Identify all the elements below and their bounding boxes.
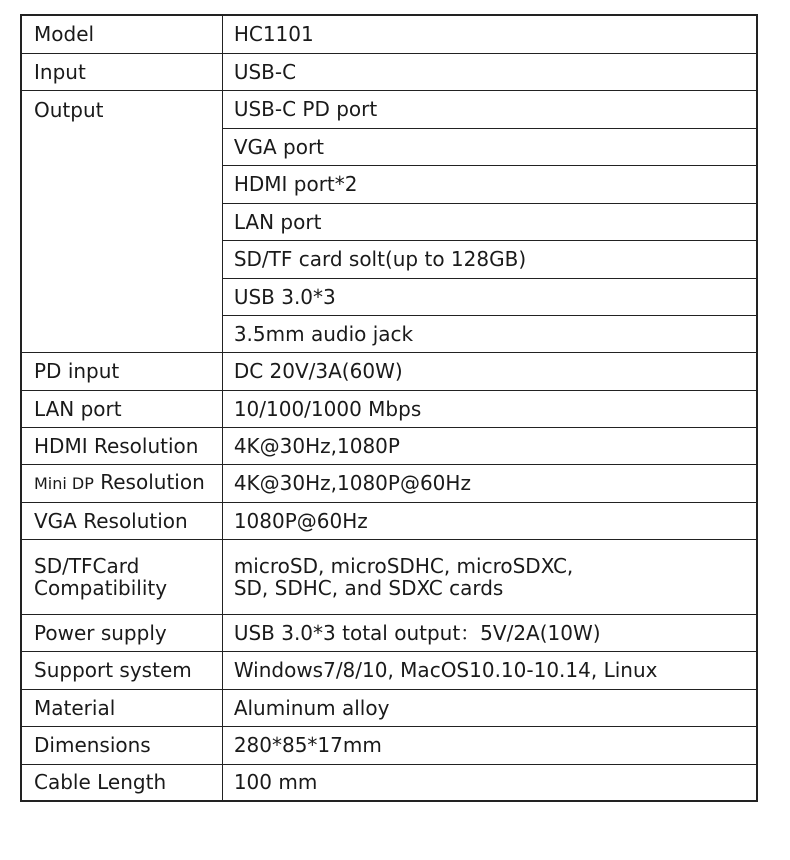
row-value: USB 3.0*3 bbox=[222, 278, 757, 315]
row-value: USB-C PD port bbox=[222, 90, 757, 128]
row-value: 280*85*17mm bbox=[222, 726, 757, 764]
row-label: Dimensions bbox=[21, 726, 222, 764]
row-value: HDMI port*2 bbox=[222, 165, 757, 203]
table-row bbox=[21, 464, 757, 502]
table-row bbox=[21, 651, 757, 689]
row-value-line: microSD, microSDHC, microSDXC, bbox=[233, 553, 574, 578]
row-label bbox=[21, 539, 222, 614]
spec-table bbox=[20, 14, 758, 802]
row-label: HDMI Resolution bbox=[21, 427, 222, 464]
table-row bbox=[21, 90, 757, 128]
row-label: Cable Length bbox=[21, 764, 222, 801]
row-value: 100 mm bbox=[222, 764, 757, 801]
row-value: Aluminum alloy bbox=[222, 689, 757, 726]
row-value: USB 3.0*3 total output：5V/2A(10W) bbox=[222, 614, 757, 651]
table-row bbox=[21, 764, 757, 801]
row-value: LAN port bbox=[222, 203, 757, 240]
row-label: Material bbox=[21, 689, 222, 726]
row-label: Output bbox=[21, 90, 222, 352]
row-value: 4K@30Hz,1080P@60Hz bbox=[222, 464, 757, 502]
row-label-suffix: Resolution bbox=[100, 470, 205, 494]
table-row bbox=[21, 539, 757, 614]
row-label: VGA Resolution bbox=[21, 502, 222, 539]
row-value: SD/TF card solt(up to 128GB) bbox=[222, 240, 757, 278]
row-label: PD input bbox=[21, 352, 222, 390]
table-row bbox=[21, 352, 757, 390]
row-value-line: SD, SDHC, and SDXC cards bbox=[233, 575, 504, 600]
row-value bbox=[222, 539, 757, 614]
table-row bbox=[21, 53, 757, 90]
row-label: Support system bbox=[21, 651, 222, 689]
table-row bbox=[21, 427, 757, 464]
row-label bbox=[21, 464, 222, 502]
row-value: VGA port bbox=[222, 128, 757, 165]
row-label-line: Compatibility bbox=[34, 575, 168, 600]
table-row bbox=[21, 390, 757, 427]
row-value: Windows7/8/10, MacOS10.10-10.14, Linux bbox=[222, 651, 757, 689]
row-value: 1080P@60Hz bbox=[222, 502, 757, 539]
table-row bbox=[21, 614, 757, 651]
row-value: 4K@30Hz,1080P bbox=[222, 427, 757, 464]
row-value: DC 20V/3A(60W) bbox=[222, 352, 757, 390]
table-row bbox=[21, 689, 757, 726]
row-label: Input bbox=[21, 53, 222, 90]
row-label: LAN port bbox=[21, 390, 222, 427]
row-value: 10/100/1000 Mbps bbox=[222, 390, 757, 427]
table-row bbox=[21, 15, 757, 53]
row-label: Power supply bbox=[21, 614, 222, 651]
row-label-prefix: Mini DP bbox=[34, 474, 94, 493]
row-label-line: SD/TFCard bbox=[34, 553, 140, 578]
table-row bbox=[21, 726, 757, 764]
row-value: USB-C bbox=[222, 53, 757, 90]
row-value: HC1101 bbox=[222, 15, 757, 53]
row-label: Model bbox=[21, 15, 222, 53]
table-row bbox=[21, 502, 757, 539]
row-value: 3.5mm audio jack bbox=[222, 315, 757, 352]
